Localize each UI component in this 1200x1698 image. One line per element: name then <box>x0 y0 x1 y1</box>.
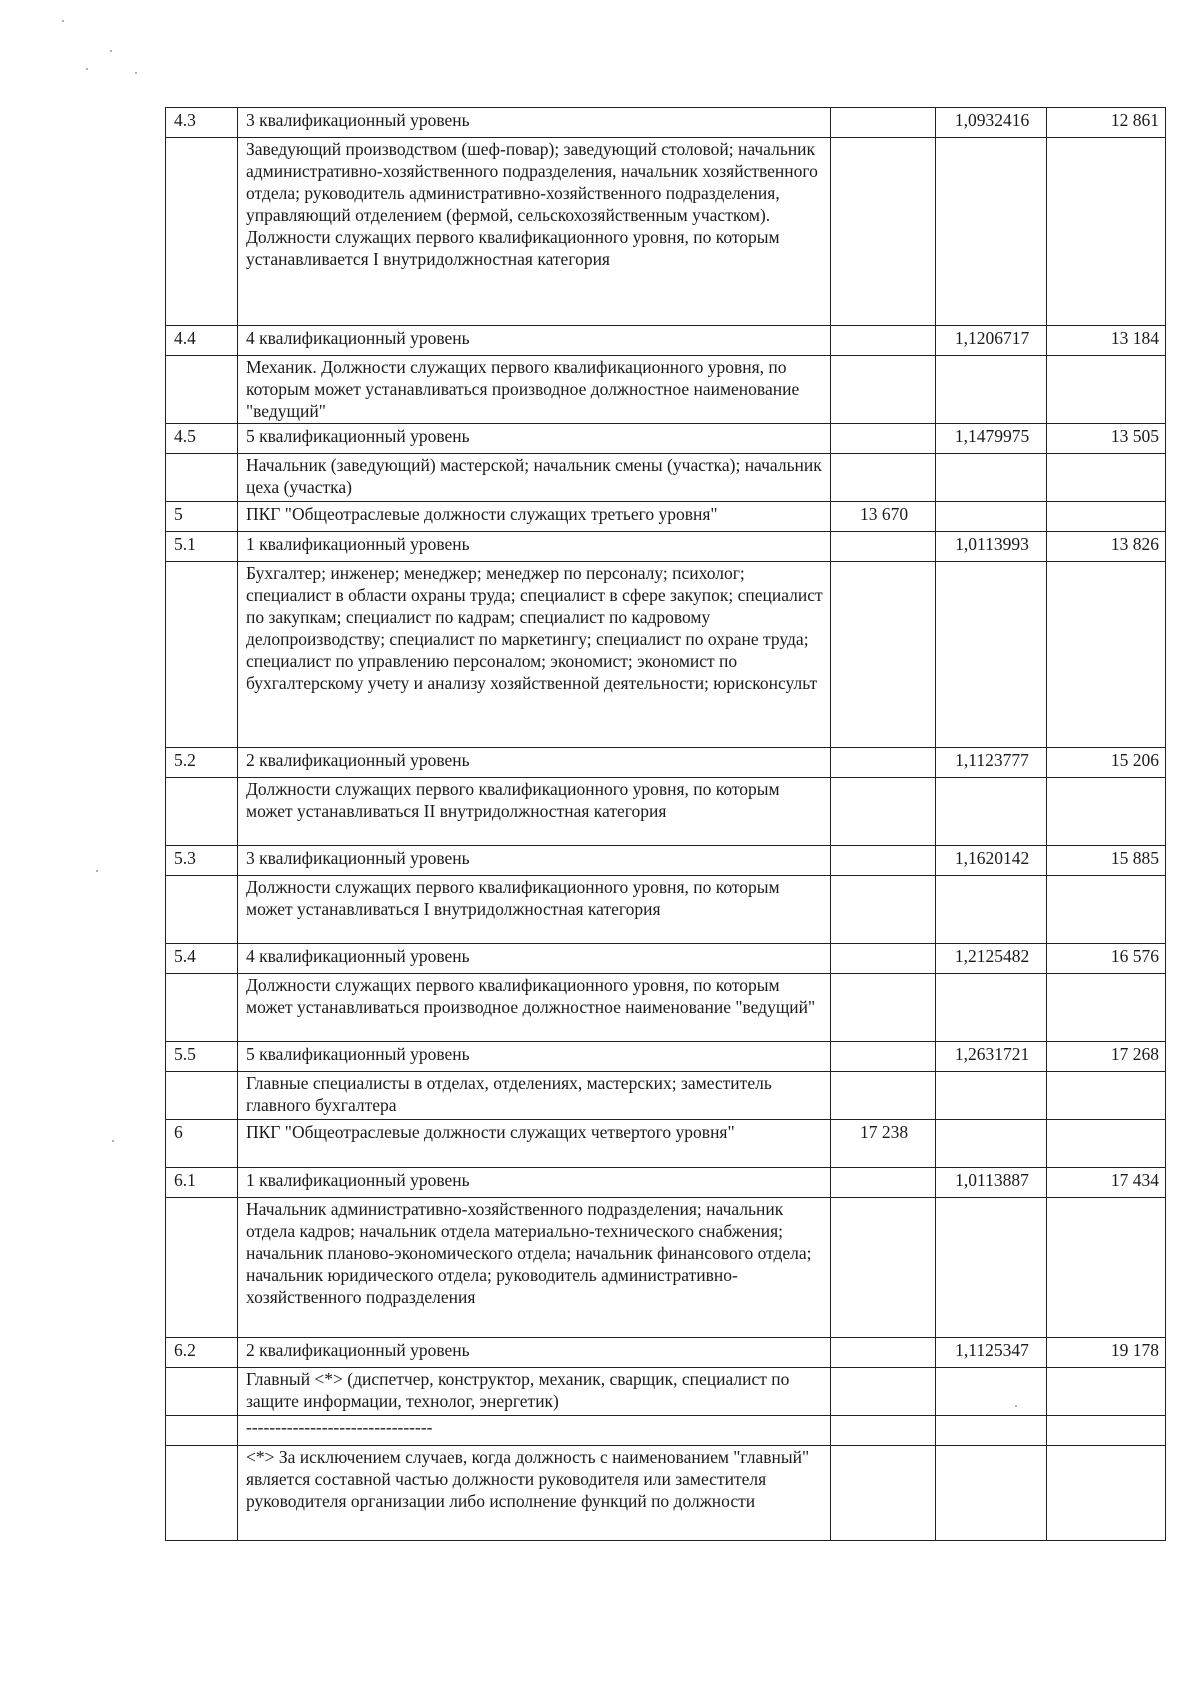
row-text-cell: Главные специалисты в отделах, отделениях, мастерских; заместитель главного бухгалтера <box>238 1072 831 1120</box>
salary-cell: 15 206 <box>1047 748 1166 778</box>
row-text-cell: Начальник (заведующий) мастерской; начальник смены (участка); начальник цеха (участка) <box>238 454 831 502</box>
base-salary-cell <box>831 1168 936 1198</box>
salary-cell <box>1047 562 1166 748</box>
coefficient-cell <box>936 138 1047 326</box>
row-text-cell: 3 квалификационный уровень <box>238 846 831 876</box>
row-number-cell <box>166 876 238 944</box>
table-row-level <box>166 1120 1166 1168</box>
base-salary-cell <box>831 974 936 1042</box>
salary-cell <box>1047 1072 1166 1120</box>
base-salary-cell <box>831 326 936 356</box>
salary-cell: 17 268 <box>1047 1042 1166 1072</box>
salary-cell <box>1047 1198 1166 1338</box>
base-salary-cell <box>831 876 936 944</box>
row-number-cell: 5.1 <box>166 532 238 562</box>
coefficient-cell <box>936 1368 1047 1416</box>
row-text-cell: 4 квалификационный уровень <box>238 326 831 356</box>
coefficient-cell: 1,0932416 <box>936 108 1047 138</box>
base-salary-cell: 13 670 <box>831 502 936 532</box>
row-text-cell: ПКГ "Общеотраслевые должности служащих третьего уровня" <box>238 502 831 532</box>
coefficient-cell: 1,0113993 <box>936 532 1047 562</box>
table-row-level <box>166 1338 1166 1368</box>
coefficient-cell <box>936 1416 1047 1446</box>
row-number-cell: 5.2 <box>166 748 238 778</box>
salary-cell <box>1047 1368 1166 1416</box>
coefficient-cell <box>936 502 1047 532</box>
row-number-cell <box>166 974 238 1042</box>
row-number-cell: 6.2 <box>166 1338 238 1368</box>
table-row-description <box>166 138 1166 326</box>
table-row-description <box>166 1416 1166 1446</box>
row-text-cell: Начальник административно-хозяйственного подразделения; начальник отдела кадров; начальник отдела материально-технического снабжения; начальник планово-экономического отдела; начальник финансового отдела; начальник юридического отдела; руководитель административно-хозяйственного подразделения <box>238 1198 831 1338</box>
salary-cell: 12 861 <box>1047 108 1166 138</box>
row-number-cell: 4.5 <box>166 424 238 454</box>
row-text-cell: Заведующий производством (шеф-повар); заведующий столовой; начальник административно-хозяйственного подразделения, начальник хозяйственного отдела; руководитель административно-хозяйственного подразделения, управляющий отделением (фермой, сельскохозяйственным участком). Должности служащих первого квалификационного уровня, по которым устанавливается I внутридолжностная категория <box>238 138 831 326</box>
salary-cell: 13 826 <box>1047 532 1166 562</box>
table-row-level <box>166 1042 1166 1072</box>
scan-speck <box>62 20 64 22</box>
row-text-cell: 2 квалификационный уровень <box>238 748 831 778</box>
base-salary-cell <box>831 846 936 876</box>
row-text-cell: Главный <*> (диспетчер, конструктор, механик, сварщик, специалист по защите информации, технолог, энергетик) <box>238 1368 831 1416</box>
base-salary-cell <box>831 1446 936 1541</box>
salary-cell <box>1047 138 1166 326</box>
salary-cell <box>1047 356 1166 424</box>
row-number-cell: 6 <box>166 1120 238 1168</box>
base-salary-cell <box>831 454 936 502</box>
salary-cell <box>1047 974 1166 1042</box>
coefficient-cell <box>936 356 1047 424</box>
row-number-cell: 5.5 <box>166 1042 238 1072</box>
table-row-level <box>166 424 1166 454</box>
table-row-level <box>166 326 1166 356</box>
salary-cell <box>1047 876 1166 944</box>
base-salary-cell <box>831 532 936 562</box>
row-number-cell <box>166 1416 238 1446</box>
table-row-description <box>166 356 1166 424</box>
row-number-cell: 5 <box>166 502 238 532</box>
salary-cell: 19 178 <box>1047 1338 1166 1368</box>
coefficient-cell <box>936 1120 1047 1168</box>
coefficient-cell: 1,2125482 <box>936 944 1047 974</box>
coefficient-cell: 1,2631721 <box>936 1042 1047 1072</box>
row-text-cell: 3 квалификационный уровень <box>238 108 831 138</box>
salary-table <box>165 107 1166 1541</box>
row-number-cell <box>166 454 238 502</box>
scan-speck <box>96 870 98 872</box>
salary-cell <box>1047 502 1166 532</box>
table-row-description <box>166 1446 1166 1541</box>
row-text-cell: Должности служащих первого квалификационного уровня, по которым может устанавливаться производное должностное наименование "ведущий" <box>238 974 831 1042</box>
row-number-cell: 4.3 <box>166 108 238 138</box>
row-text-cell: 5 квалификационный уровень <box>238 424 831 454</box>
coefficient-cell <box>936 562 1047 748</box>
coefficient-cell: 1,1123777 <box>936 748 1047 778</box>
row-number-cell <box>166 356 238 424</box>
table-row-description <box>166 778 1166 846</box>
row-number-cell <box>166 562 238 748</box>
row-text-cell: -------------------------------- <box>238 1416 831 1446</box>
base-salary-cell <box>831 138 936 326</box>
scan-speck <box>86 68 88 70</box>
salary-cell <box>1047 1446 1166 1541</box>
table-row-level <box>166 1168 1166 1198</box>
salary-table-body <box>166 108 1166 1541</box>
table-row-description <box>166 1198 1166 1338</box>
salary-cell: 13 505 <box>1047 424 1166 454</box>
base-salary-cell <box>831 1042 936 1072</box>
coefficient-cell <box>936 974 1047 1042</box>
salary-cell: 17 434 <box>1047 1168 1166 1198</box>
salary-cell: 15 885 <box>1047 846 1166 876</box>
row-text-cell: ПКГ "Общеотраслевые должности служащих четвертого уровня" <box>238 1120 831 1168</box>
row-number-cell: 6.1 <box>166 1168 238 1198</box>
coefficient-cell <box>936 876 1047 944</box>
table-row-description <box>166 454 1166 502</box>
row-text-cell: 1 квалификационный уровень <box>238 532 831 562</box>
row-text-cell: Механик. Должности служащих первого квалификационного уровня, по которым может устанавливаться производное должностное наименование "ведущий" <box>238 356 831 424</box>
row-number-cell <box>166 1446 238 1541</box>
coefficient-cell: 1,1620142 <box>936 846 1047 876</box>
table-row-description <box>166 1368 1166 1416</box>
scan-speck <box>112 1140 114 1142</box>
base-salary-cell <box>831 1338 936 1368</box>
table-row-description <box>166 876 1166 944</box>
table-row-level <box>166 108 1166 138</box>
row-text-cell: 4 квалификационный уровень <box>238 944 831 974</box>
row-number-cell <box>166 1072 238 1120</box>
table-row-level <box>166 748 1166 778</box>
table-row-level <box>166 502 1166 532</box>
row-text-cell: Бухгалтер; инженер; менеджер; менеджер по персоналу; психолог; специалист в области охраны труда; специалист в сфере закупок; специалист по закупкам; специалист по кадрам; специалист по кадровому делопроизводству; специалист по маркетингу; специалист по охране труда; специалист по управлению персоналом; экономист; экономист по бухгалтерскому учету и анализу хозяйственной деятельности; юрисконсульт <box>238 562 831 748</box>
row-number-cell <box>166 138 238 326</box>
base-salary-cell <box>831 944 936 974</box>
salary-cell <box>1047 454 1166 502</box>
row-number-cell <box>166 1198 238 1338</box>
scan-speck <box>110 50 112 52</box>
row-text-cell: <*> За исключением случаев, когда должность с наименованием "главный" является составной частью должности руководителя или заместителя руководителя организации либо исполнение функций по должности <box>238 1446 831 1541</box>
coefficient-cell: 1,1125347 <box>936 1338 1047 1368</box>
table-row-level <box>166 846 1166 876</box>
scan-speck <box>135 72 137 74</box>
row-number-cell <box>166 1368 238 1416</box>
salary-cell <box>1047 778 1166 846</box>
coefficient-cell <box>936 1198 1047 1338</box>
base-salary-cell <box>831 778 936 846</box>
salary-cell: 13 184 <box>1047 326 1166 356</box>
base-salary-cell <box>831 108 936 138</box>
row-number-cell <box>166 778 238 846</box>
base-salary-cell <box>831 748 936 778</box>
row-text-cell: Должности служащих первого квалификационного уровня, по которым может устанавливаться II внутридолжностная категория <box>238 778 831 846</box>
coefficient-cell: 1,1479975 <box>936 424 1047 454</box>
table-row-level <box>166 532 1166 562</box>
base-salary-cell <box>831 562 936 748</box>
base-salary-cell <box>831 1368 936 1416</box>
salary-cell: 16 576 <box>1047 944 1166 974</box>
row-number-cell: 5.4 <box>166 944 238 974</box>
salary-cell <box>1047 1120 1166 1168</box>
coefficient-cell: 1,1206717 <box>936 326 1047 356</box>
coefficient-cell: 1,0113887 <box>936 1168 1047 1198</box>
coefficient-cell <box>936 1446 1047 1541</box>
coefficient-cell <box>936 454 1047 502</box>
row-text-cell: Должности служащих первого квалификационного уровня, по которым может устанавливаться I внутридолжностная категория <box>238 876 831 944</box>
table-row-level <box>166 944 1166 974</box>
row-number-cell: 4.4 <box>166 326 238 356</box>
row-number-cell: 5.3 <box>166 846 238 876</box>
base-salary-cell <box>831 1198 936 1338</box>
row-text-cell: 1 квалификационный уровень <box>238 1168 831 1198</box>
table-row-description <box>166 1072 1166 1120</box>
table-row-description <box>166 974 1166 1042</box>
scan-speck <box>1015 1405 1017 1407</box>
table-row-description <box>166 562 1166 748</box>
base-salary-cell <box>831 356 936 424</box>
row-text-cell: 2 квалификационный уровень <box>238 1338 831 1368</box>
base-salary-cell <box>831 424 936 454</box>
salary-cell <box>1047 1416 1166 1446</box>
base-salary-cell <box>831 1072 936 1120</box>
row-text-cell: 5 квалификационный уровень <box>238 1042 831 1072</box>
coefficient-cell <box>936 1072 1047 1120</box>
base-salary-cell <box>831 1416 936 1446</box>
coefficient-cell <box>936 778 1047 846</box>
base-salary-cell: 17 238 <box>831 1120 936 1168</box>
